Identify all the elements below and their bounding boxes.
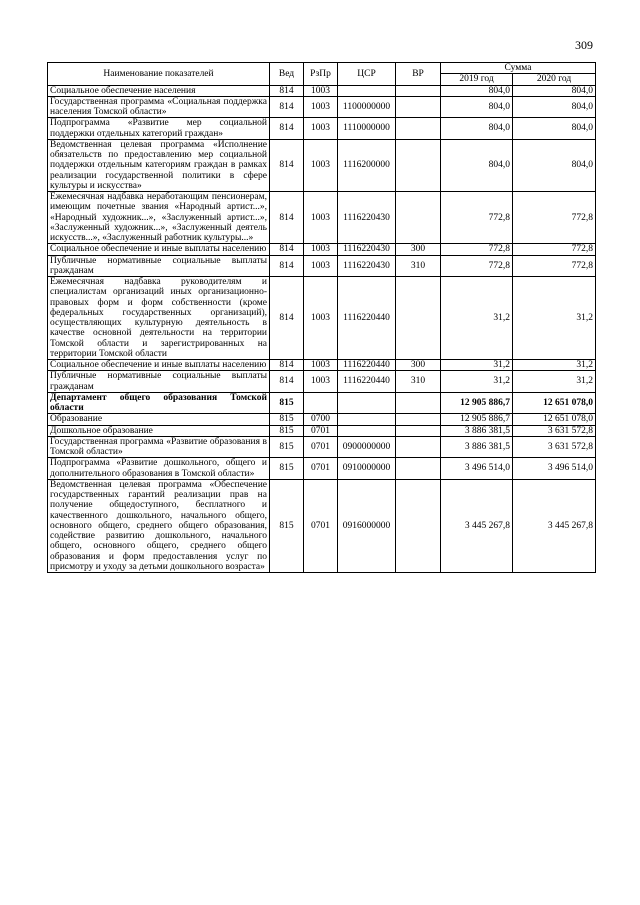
cell-ved: 814	[270, 277, 304, 360]
cell-rzpr: 1003	[304, 96, 338, 118]
cell-csr: 1116220440	[338, 277, 396, 360]
cell-ved: 814	[270, 360, 304, 371]
cell-csr: 1100000000	[338, 96, 396, 118]
cell-2019: 31,2	[441, 371, 513, 393]
cell-ved: 814	[270, 85, 304, 96]
cell-2020: 772,8	[513, 192, 596, 244]
cell-name: Ведомственная целевая программа «Исполнение обязательств по предоставлению мер социальной поддержки отдельным категориям граждан в рамках реализации государственной политики в сфере культуры и искусства»	[48, 139, 270, 191]
cell-2019: 3 496 514,0	[441, 458, 513, 480]
col-header-sum: Сумма	[441, 63, 596, 74]
col-header-csr: ЦСР	[338, 63, 396, 86]
cell-rzpr: 0700	[304, 414, 338, 425]
cell-csr	[338, 425, 396, 436]
cell-csr: 0910000000	[338, 458, 396, 480]
cell-name: Подпрограмма «Развитие мер социальной поддержки отдельных категорий граждан»	[48, 118, 270, 140]
table-body	[48, 85, 596, 573]
cell-rzpr: 1003	[304, 139, 338, 191]
cell-2019: 772,8	[441, 192, 513, 244]
cell-2020: 772,8	[513, 244, 596, 255]
col-header-ved: Вед	[270, 63, 304, 86]
table-row	[48, 479, 596, 572]
cell-vr	[396, 96, 441, 118]
cell-name: Ежемесячная надбавка неработающим пенсионерам, имеющим почетные звания «Народный артист...», «Народный художник...», «Заслуженный артист...», «Заслуженный художник...», «Заслуженный деятель искусств...», «Заслуженный работник культуры...»	[48, 192, 270, 244]
cell-csr: 1116220440	[338, 371, 396, 393]
cell-2019: 3 445 267,8	[441, 479, 513, 572]
cell-2020: 3 496 514,0	[513, 458, 596, 480]
cell-vr	[396, 85, 441, 96]
cell-2020: 31,2	[513, 371, 596, 393]
cell-rzpr: 1003	[304, 360, 338, 371]
cell-vr	[396, 277, 441, 360]
cell-name: Социальное обеспечение населения	[48, 85, 270, 96]
cell-csr: 1116220440	[338, 360, 396, 371]
table-row	[48, 139, 596, 191]
cell-vr	[396, 392, 441, 414]
cell-csr: 1116220430	[338, 244, 396, 255]
cell-2019: 31,2	[441, 360, 513, 371]
cell-2020: 3 631 572,8	[513, 436, 596, 458]
cell-rzpr: 0701	[304, 425, 338, 436]
budget-table	[47, 62, 596, 573]
cell-ved: 815	[270, 458, 304, 480]
cell-2019: 12 905 886,7	[441, 392, 513, 414]
col-header-2019: 2019 год	[441, 74, 513, 85]
cell-2019: 31,2	[441, 277, 513, 360]
cell-name: Государственная программа «Развитие образования в Томской области»	[48, 436, 270, 458]
cell-ved: 814	[270, 118, 304, 140]
cell-rzpr: 0701	[304, 458, 338, 480]
table-row	[48, 118, 596, 140]
cell-name: Департамент общего образования Томской области	[48, 392, 270, 414]
cell-2020: 804,0	[513, 118, 596, 140]
cell-rzpr	[304, 392, 338, 414]
col-header-name: Наименование показателей	[48, 63, 270, 86]
cell-name: Публичные нормативные социальные выплаты гражданам	[48, 371, 270, 393]
cell-vr	[396, 479, 441, 572]
table-row	[48, 96, 596, 118]
cell-2019: 12 905 886,7	[441, 414, 513, 425]
cell-vr: 300	[396, 360, 441, 371]
col-header-vr: ВР	[396, 63, 441, 86]
cell-rzpr: 1003	[304, 118, 338, 140]
cell-name: Образование	[48, 414, 270, 425]
table-row	[48, 458, 596, 480]
cell-rzpr: 1003	[304, 244, 338, 255]
cell-ved: 814	[270, 371, 304, 393]
cell-ved: 814	[270, 96, 304, 118]
cell-2020: 3 445 267,8	[513, 479, 596, 572]
cell-2019: 804,0	[441, 85, 513, 96]
table-row	[48, 360, 596, 371]
cell-2019: 804,0	[441, 96, 513, 118]
cell-2019: 3 886 381,5	[441, 425, 513, 436]
cell-csr: 1116220430	[338, 255, 396, 277]
cell-2020: 31,2	[513, 360, 596, 371]
cell-rzpr: 1003	[304, 85, 338, 96]
cell-vr: 310	[396, 255, 441, 277]
cell-csr: 0916000000	[338, 479, 396, 572]
cell-2020: 772,8	[513, 255, 596, 277]
cell-ved: 815	[270, 479, 304, 572]
cell-2020: 804,0	[513, 96, 596, 118]
cell-2020: 804,0	[513, 139, 596, 191]
cell-vr	[396, 192, 441, 244]
cell-csr	[338, 392, 396, 414]
cell-ved: 815	[270, 436, 304, 458]
table-row	[48, 255, 596, 277]
cell-csr: 1116220430	[338, 192, 396, 244]
cell-name: Ведомственная целевая программа «Обеспечение государственных гарантий реализации прав на получение общедоступного, бесплатного и качественного дошкольного, начального общего, основного общего, среднего общего образования, содействие развитию дошкольного, начального общего, основного общего, среднего общего образования и форм предоставления услуг по присмотру и уходу за детьми дошкольного возраста»	[48, 479, 270, 572]
cell-2020: 31,2	[513, 277, 596, 360]
cell-rzpr: 0701	[304, 436, 338, 458]
cell-csr: 0900000000	[338, 436, 396, 458]
cell-2020: 12 651 078,0	[513, 414, 596, 425]
cell-rzpr: 1003	[304, 255, 338, 277]
cell-name: Социальное обеспечение и иные выплаты населению	[48, 244, 270, 255]
cell-2019: 772,8	[441, 255, 513, 277]
cell-2020: 3 631 572,8	[513, 425, 596, 436]
cell-ved: 814	[270, 244, 304, 255]
cell-vr	[396, 139, 441, 191]
cell-csr: 1116200000	[338, 139, 396, 191]
table-row	[48, 392, 596, 414]
table-row	[48, 277, 596, 360]
col-header-rzpr: РзПр	[304, 63, 338, 86]
table-row	[48, 425, 596, 436]
cell-vr: 300	[396, 244, 441, 255]
cell-rzpr: 1003	[304, 371, 338, 393]
cell-csr: 1110000000	[338, 118, 396, 140]
cell-ved: 814	[270, 139, 304, 191]
cell-ved: 814	[270, 192, 304, 244]
cell-ved: 815	[270, 425, 304, 436]
cell-name: Государственная программа «Социальная поддержка населения Томской области»	[48, 96, 270, 118]
col-header-2020: 2020 год	[513, 74, 596, 85]
cell-name: Подпрограмма «Развитие дошкольного, общего и дополнительного образования в Томской области»	[48, 458, 270, 480]
cell-vr	[396, 458, 441, 480]
cell-name: Социальное обеспечение и иные выплаты населению	[48, 360, 270, 371]
table-row	[48, 436, 596, 458]
cell-2020: 12 651 078,0	[513, 392, 596, 414]
cell-vr	[396, 414, 441, 425]
table-row	[48, 192, 596, 244]
cell-csr	[338, 414, 396, 425]
cell-2019: 804,0	[441, 118, 513, 140]
cell-2019: 804,0	[441, 139, 513, 191]
cell-2020: 804,0	[513, 85, 596, 96]
cell-ved: 815	[270, 414, 304, 425]
cell-vr	[396, 118, 441, 140]
cell-vr	[396, 436, 441, 458]
cell-vr	[396, 425, 441, 436]
table-row	[48, 244, 596, 255]
table-row	[48, 414, 596, 425]
cell-2019: 772,8	[441, 244, 513, 255]
cell-rzpr: 1003	[304, 277, 338, 360]
page-number: 309	[575, 38, 593, 52]
cell-name: Ежемесячная надбавка руководителям и специалистам организаций иных организационно-правовых форм и форм собственности (кроме федеральных государственных организаций), осуществляющих культурную деятельность в качестве основной деятельности на территории Томской области и зарегистрированных на территории Томской области	[48, 277, 270, 360]
table-row	[48, 85, 596, 96]
cell-vr: 310	[396, 371, 441, 393]
cell-name: Дошкольное образование	[48, 425, 270, 436]
cell-name: Публичные нормативные социальные выплаты гражданам	[48, 255, 270, 277]
table-row	[48, 371, 596, 393]
cell-rzpr: 0701	[304, 479, 338, 572]
cell-ved: 814	[270, 255, 304, 277]
cell-ved: 815	[270, 392, 304, 414]
cell-rzpr: 1003	[304, 192, 338, 244]
cell-csr	[338, 85, 396, 96]
cell-2019: 3 886 381,5	[441, 436, 513, 458]
